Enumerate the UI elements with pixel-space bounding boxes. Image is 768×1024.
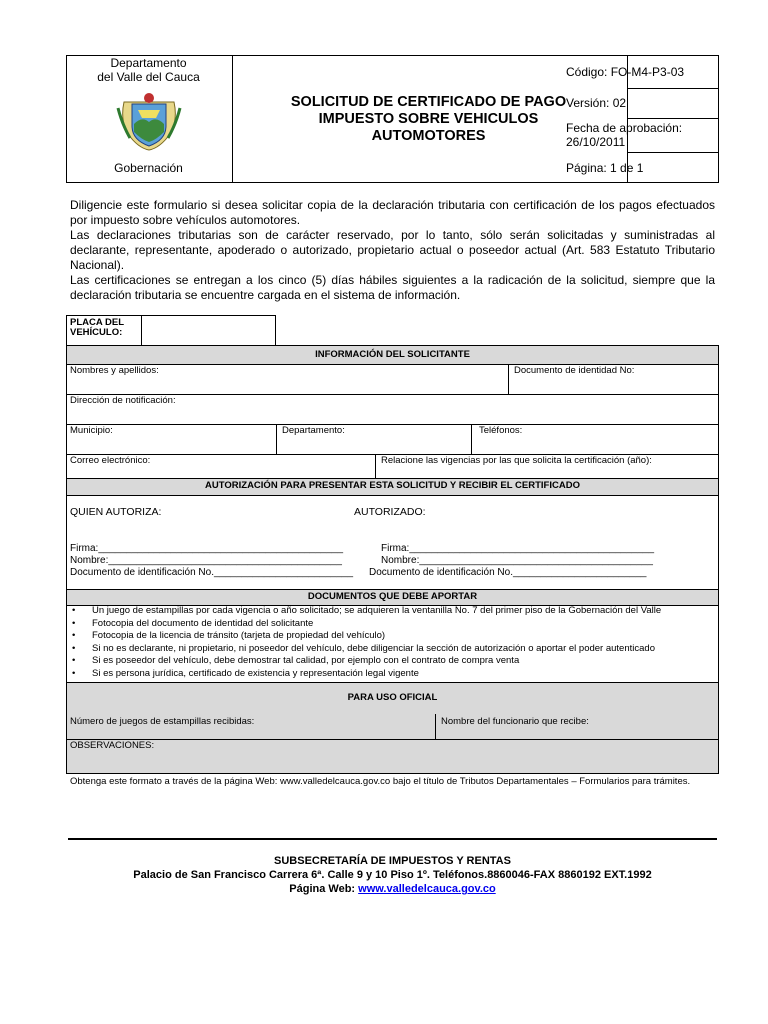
bullet: •	[72, 605, 76, 616]
divider	[435, 714, 436, 739]
list-item-text: Un juego de estampillas por cada vigencia o año solicitado; se adquieren la ventanilla No. 7 del primer piso de la Gobernación del Valle	[92, 605, 662, 616]
form-title-line3: AUTOMOTORES	[371, 128, 486, 144]
divider	[66, 424, 719, 425]
placa-label-1: PLACA DEL	[70, 317, 125, 328]
bullet: •	[72, 655, 76, 666]
bullet: •	[72, 617, 76, 629]
firma-right-field[interactable]: Firma:____________________________________________	[381, 543, 655, 554]
documentos-list	[70, 605, 715, 680]
observaciones-label: OBSERVACIONES:	[70, 740, 155, 751]
intro-paragraph-2: Las declaraciones tributarias son de carácter reservado, por lo tanto, sólo serán solicitadas y suministradas al declarante, representante, apoderado o autorizado, propietario actual o poseedor actual (Art. 583 Estatuto Tributario Nacional).	[70, 228, 715, 272]
form-title-line1: SOLICITUD DE CERTIFICADO DE PAGO	[290, 94, 567, 110]
list-item-text: Si es persona jurídica, certificado de existencia y representación legal vigente	[92, 667, 419, 679]
autorizacion-title: AUTORIZACIÓN PARA PRESENTAR ESTA SOLICITUD Y RECIBIR EL CERTIFICADO	[205, 480, 580, 491]
list-item-text: Fotocopia de la licencia de tránsito (tarjeta de propiedad del vehículo)	[92, 630, 386, 641]
firma-left-field[interactable]: Firma:____________________________________________	[70, 543, 344, 554]
divider	[508, 364, 509, 394]
intro-text	[70, 198, 715, 303]
list-item	[70, 605, 715, 618]
municipio-input[interactable]	[67, 436, 275, 453]
municipio-label: Municipio:	[70, 425, 113, 436]
direccion-label: Dirección de notificación:	[70, 395, 176, 406]
codigo-text: Código: FO-M4-P3-03	[566, 65, 685, 79]
footer-line2: Palacio de San Francisco Carrera 6ª. Calle 9 y 10 Piso 1º. Teléfonos.8860046-FAX 8860192 EXT.1992	[133, 869, 652, 881]
departamento-input[interactable]	[278, 436, 470, 453]
documento-input[interactable]	[510, 376, 718, 393]
dept-line2: del Valle del Cauca	[97, 70, 200, 84]
coat-of-arms-icon	[116, 88, 182, 154]
telefonos-label: Teléfonos:	[479, 425, 523, 436]
correo-label: Correo electrónico:	[70, 455, 151, 466]
web-note: Obtenga este formato a través de la página Web: www.valledelcauca.gov.co bajo el título de Tributos Departamentales – Formularios para trámites.	[70, 776, 691, 787]
direccion-input[interactable]	[67, 406, 718, 423]
solicitante-title: INFORMACIÓN DEL SOLICITANTE	[315, 349, 470, 360]
version-text: Versión: 02	[566, 96, 627, 110]
intro-paragraph-3: Las certificaciones se entregan a los cinco (5) días hábiles siguientes a la radicación de la solicitud, siempre que la declaración tributaria se encuentre cargada en el sistema de información.	[70, 273, 715, 302]
estampillas-label: Número de juegos de estampillas recibidas:	[70, 716, 255, 727]
list-item-text: Si no es declarante, ni propietario, ni poseedor del vehículo, debe diligenciar la sección de autorización o aportar el poder autenticado	[92, 642, 655, 654]
bullet: •	[72, 630, 76, 641]
list-item-text: Si es poseedor del vehículo, debe demostrar tal calidad, por ejemplo con el contrato de compra venta	[92, 655, 520, 666]
documentos-title: DOCUMENTOS QUE DEBE APORTAR	[307, 591, 478, 602]
telefonos-input[interactable]	[473, 436, 718, 453]
correo-input[interactable]	[67, 466, 374, 477]
placa-input[interactable]	[143, 317, 274, 344]
placa-label-2: VEHÍCULO:	[70, 327, 123, 338]
documento-label: Documento de identidad No:	[514, 365, 635, 376]
divider	[375, 454, 376, 478]
bullet: •	[72, 642, 76, 654]
form-title-line2: IMPUESTO SOBRE VEHICULOS	[318, 111, 539, 127]
footer-line1: SUBSECRETARÍA DE IMPUESTOS Y RENTAS	[274, 855, 511, 867]
doc-left-field[interactable]: Documento de identificación No._________________________	[70, 567, 354, 578]
bullet: •	[72, 667, 76, 679]
footer-rule	[68, 838, 717, 840]
list-item-text: Fotocopia del documento de identidad del solicitante	[92, 617, 314, 629]
doc-right-field[interactable]: Documento de identificación No.________________________	[369, 567, 647, 578]
footer-web-label: Página Web:	[289, 883, 359, 895]
list-item	[70, 630, 715, 643]
divider	[276, 424, 277, 454]
funcionario-label: Nombre del funcionario que recibe:	[441, 716, 589, 727]
intro-paragraph-1: Diligencie este formulario si desea solicitar copia de la declaración tributaria con certificación de los pagos efectuados por impuesto sobre vehículos automotores.	[70, 198, 715, 227]
nombres-input[interactable]	[67, 376, 507, 393]
nombres-label: Nombres y apellidos:	[70, 365, 159, 376]
quien-autoriza-label: QUIEN AUTORIZA:	[70, 506, 162, 518]
list-item	[70, 643, 715, 656]
footer-web	[66, 882, 719, 896]
oficial-title: PARA USO OFICIAL	[347, 692, 438, 703]
placa-divider	[141, 315, 142, 346]
fecha-label: Fecha de aprobación:	[566, 121, 683, 135]
vigencias-input[interactable]	[377, 466, 718, 477]
divider	[66, 739, 719, 740]
nombre-left-field[interactable]: Nombre:__________________________________________	[70, 555, 342, 566]
departamento-label: Departamento:	[282, 425, 345, 436]
list-item	[70, 655, 715, 668]
nombre-right-field[interactable]: Nombre:__________________________________________	[381, 555, 653, 566]
list-item	[70, 618, 715, 631]
pagina-text: Página: 1 de 1	[566, 161, 644, 175]
header-version-cell	[628, 88, 718, 119]
vigencias-label: Relacione las vigencias por las que solicita la certificación (año):	[381, 455, 652, 466]
divider	[471, 424, 472, 454]
fecha-value: 26/10/2011	[566, 135, 626, 149]
dept-line1: Departamento	[110, 56, 187, 70]
gobernacion-label: Gobernación	[114, 161, 183, 175]
footer-web-link[interactable]: www.valledelcauca.gov.co	[358, 883, 496, 895]
autorizado-label: AUTORIZADO:	[354, 506, 426, 518]
list-item	[70, 668, 715, 681]
